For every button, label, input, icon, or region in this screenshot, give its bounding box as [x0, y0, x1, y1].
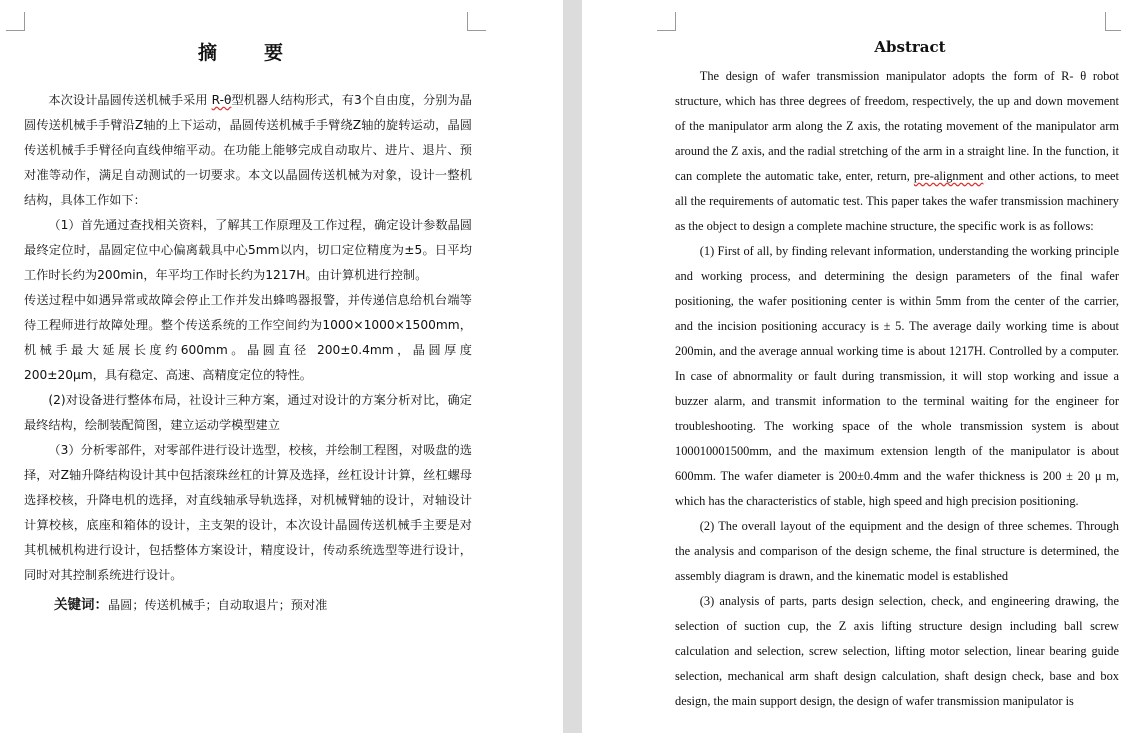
crop-mark-top-left: [6, 12, 25, 31]
chinese-abstract-body: [24, 88, 472, 588]
page-english-abstract: [582, 0, 1121, 733]
keywords-value: 晶圆；传送机械手；自动取退片；预对准: [108, 598, 328, 612]
english-paragraph-3: (3) analysis of parts, parts design selection, check, and engineering drawing, the selection of suction cup, the Z axis lifting structure design including ball screw calculation and selection, screw selection, lifting motor selection, linear bearing guide selection, mechanical arm shaft design calculation, shaft design check, base and box design, the main support design, the design of wafer transmission manipulator is: [675, 594, 1119, 708]
english-intro-paragraph: The design of wafer transmission manipulator adopts the form of R- θ robot structure, which has three degrees of freedom, respectively, the up and down movement of the manipulator arm along the Z axis, the rotating movement of the manipulator arm around the Z axis, and the radial stretching of the arm in a straight line. In the function, it can complete the automatic take, enter, return, pre-alignment and other actions, to meet all the requirements of automatic test. This paper takes the wafer transmission machinery as the object to design a complete machine structure, the specific work is as follows:: [675, 69, 1119, 233]
english-abstract-title: Abstract: [874, 38, 946, 56]
crop-mark-top-left: [657, 12, 676, 31]
english-paragraph-1: (1) First of all, by finding relevant information, understanding the working principle and working process, and determining the design parameters of the final wafer positioning, the wafer positioning center is within 5mm from the center of the carrier, and the incision positioning accuracy is ± 5. The average daily working time is about 200min, and the average annual working time is about 1217H. Controlled by a computer. In case of abnormality or fault during transmission, it will stop working and issue a buzzer alarm, and transmit information to the terminal waiting for the engineer for troubleshooting. The working space of the whole transmission system is about 10001000150​0mm, and the maximum extension length of the manipulator is about 600mm. The wafer diameter is 200±0.4mm and the wafer thickness is 200 ± 20 μ m, which has the characteristics of stable, high speed and high precision positioning.: [675, 244, 1119, 508]
crop-mark-top-right: [1105, 12, 1121, 31]
page-gutter: [563, 0, 582, 733]
keywords-label: 关键词：: [54, 597, 108, 613]
chinese-paragraph-1b: 传送过程中如遇异常或故障会停止工作并发出蜂鸣器报警，并传递信息给机台端等待工程师进行故障处理。整个传送系统的工作空间约为1000×1000×1500mm，机械手最大延展长度约600mm。晶圆直径 200±0.4mm，晶圆厚度200±20μm，具有稳定、高速、高精度定位的特性。: [24, 293, 472, 382]
spellcheck-underlined-text: pre-alignment: [913, 169, 984, 183]
chinese-keywords: [54, 593, 327, 613]
chinese-abstract-title: 摘 要: [197, 42, 297, 64]
chinese-intro-paragraph: 本次设计晶圆传送机械手采用 R-θ型机器人结构形式，有3个自由度，分别为晶圆传送机械手手臂沿Z轴的上下运动，晶圆传送机械手手臂绕Z轴的旋转运动，晶圆传送机械手手臂径向直线伸缩平动。在功能上能够完成自动取片、进片、退片、预对准等动作，满足自动测试的一切要求。本文以晶圆传送机械为对象，设计一整机结构，具体工作如下：: [24, 93, 472, 207]
chinese-paragraph-3: （3）分析零部件，对零部件进行设计选型，校核，并绘制工程图，对吸盘的选择，对Z轴升降结构设计其中包括滚珠丝杠的计算及选择，丝杠设计计算，丝杠螺母选择校核，升降电机的选择，对直线轴承导轨选择，对机械臂轴的设计，对轴设计计算校核，底座和箱体的设计，主支架的设计，本次设计晶圆传送机械手主要是对其机械机构进行设计，包括整体方案设计，精度设计，传动系统选型等进行设计，同时对其控制系统进行设计。: [24, 443, 472, 582]
spellcheck-underlined-text: R-θ: [211, 93, 232, 107]
crop-mark-top-right: [467, 12, 486, 31]
chinese-paragraph-2: (2)对设备进行整体布局，社设计三种方案，通过对设计的方案分析对比，确定最终结构，绘制装配简图，建立运动学模型建立: [24, 393, 472, 432]
chinese-paragraph-1: （1）首先通过查找相关资料，了解其工作原理及工作过程，确定设计参数晶圆最终定位时，晶圆定位中心偏离载具中心5mm以内，切口定位精度为±5。日平均工作时长约为200min，年平均工作时长约为1217H。由计算机进行控制。: [24, 218, 472, 282]
english-paragraph-2: (2) The overall layout of the equipment and the design of three schemes. Through the analysis and comparison of the design scheme, the final structure is determined, the assembly diagram is drawn, and the kinematic model is established: [675, 519, 1119, 583]
english-abstract-body: [675, 64, 1119, 714]
